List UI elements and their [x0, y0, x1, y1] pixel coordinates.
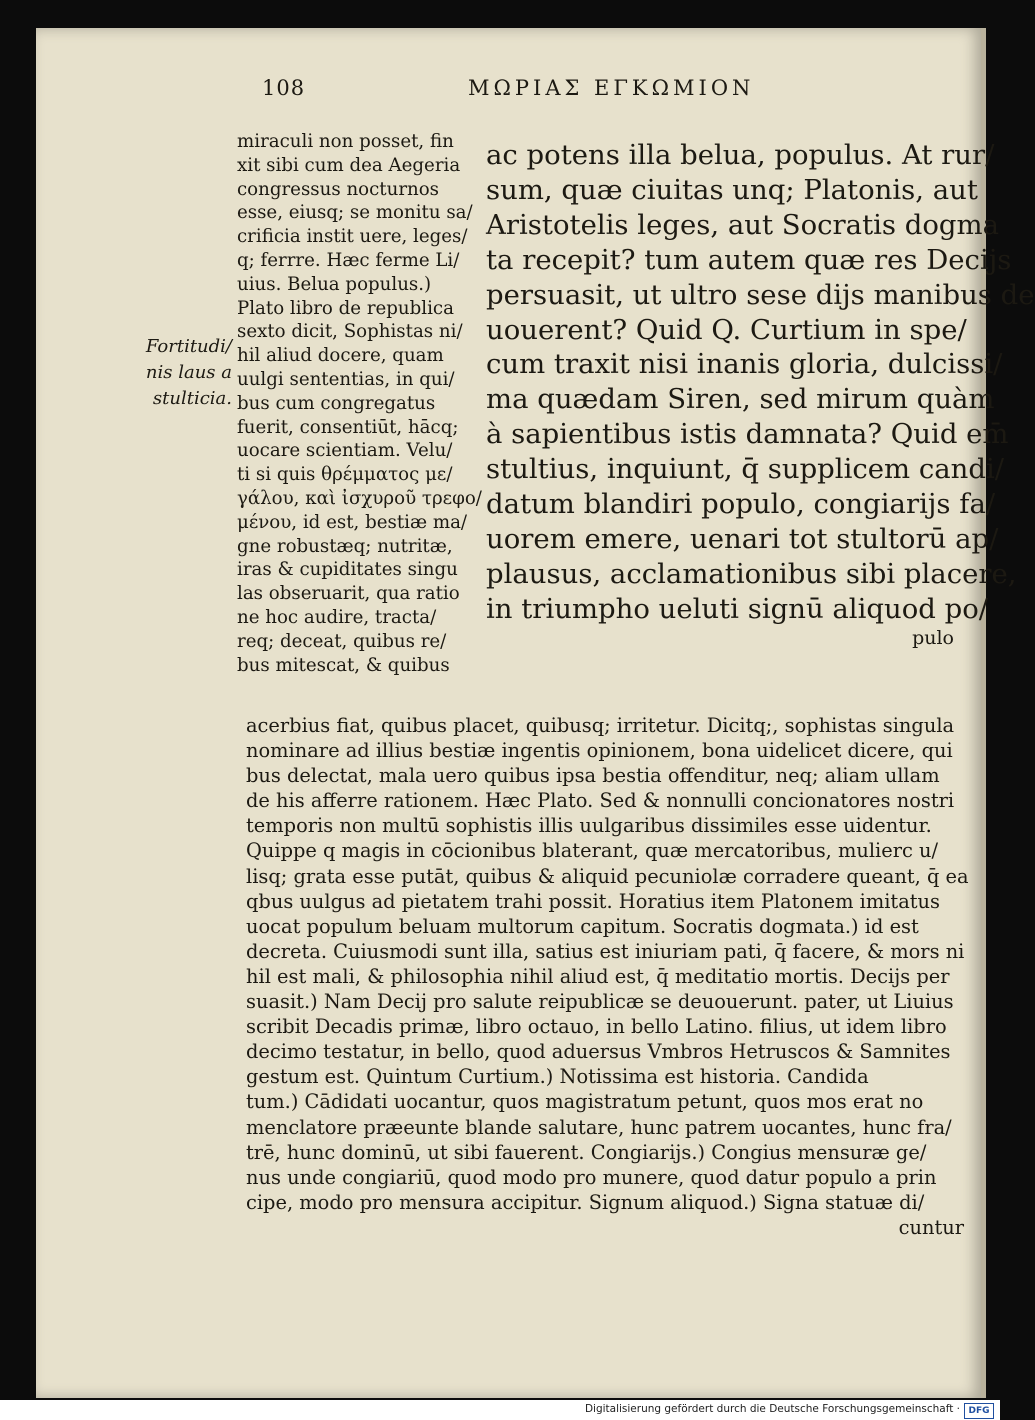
commentary-line: Quippe q magis in cōcionibus blaterant, quæ mercatoribus, mulierc u/: [246, 839, 939, 863]
main-text-line: ac potens illa belua, populus. At rur/: [486, 139, 995, 171]
running-head: ΜΩΡΙΑΣ ΕΓΚΩΜΙΟΝ: [468, 76, 755, 100]
commentary-line: crificia instit uere, leges/: [237, 226, 468, 248]
commentary-narrow-column: [237, 130, 483, 677]
marginal-note-line: stulticia.: [152, 388, 232, 409]
main-text-line: persuasit, ut ultro sese dijs manibus de: [486, 278, 1035, 311]
main-text-line: in triumpho ueluti signū aliquod po/: [486, 592, 989, 625]
commentary-line: de his afferre rationem. Hæc Plato. Sed & nonnulli concionatores nostri: [246, 789, 955, 813]
main-text-line: uorem emere, uenari tot stultorū ap/: [486, 522, 999, 555]
commentary-line: uulgi sententias, in qui/: [237, 368, 455, 390]
commentary-line: cipe, modo pro mensura accipitur. Signum aliquod.) Signa statuæ di/: [246, 1190, 925, 1214]
commentary-line: hil aliud docere, quam: [237, 345, 444, 367]
commentary-full-column: [246, 713, 969, 1240]
commentary-line: iras & cupiditates singu: [237, 559, 458, 581]
main-text-line: ta recepit? tum autem quæ res Decijs: [486, 243, 1012, 276]
marginal-note-line: Fortitudi/: [145, 336, 232, 357]
commentary-line: Plato libro de republica: [237, 297, 454, 319]
commentary-line: ne hoc audire, tracta/: [237, 606, 437, 628]
commentary-line: lisq; grata esse putāt, quibus & aliquid pecuniolæ corradere queant, q̄ ea: [246, 864, 969, 888]
commentary-line: decreta. Cuiusmodi sunt illa, satius est iniuriam pati, q̄ facere, & mors ni: [246, 939, 965, 963]
commentary-line: suasit.) Nam Decij pro salute reipublicæ se deuouerunt. pater, ut Liuius: [246, 990, 954, 1014]
main-text-line: stultius, inquiunt, q̄ supplicem candi/: [486, 453, 1005, 486]
main-text-line: ma quædam Siren, sed mirum quàm: [486, 383, 995, 416]
digitization-footer: [0, 1400, 1000, 1420]
commentary-line: miraculi non posset, fin: [237, 131, 454, 152]
commentary-line: temporis non multū sophistis illis uulgaribus dissimiles esse uidentur.: [246, 814, 932, 838]
marginal-note-line: nis laus a: [145, 362, 232, 383]
commentary-line: μένου, id est, bestiæ ma/: [237, 511, 468, 533]
commentary-line: trē, hunc dominū, ut sibi fauerent. Congiarijs.) Congius mensuræ ge/: [246, 1140, 927, 1164]
commentary-line: γάλου, καὶ ἰσχυροῦ τρεφο/: [237, 487, 482, 509]
main-text-line: uouerent? Quid Q. Curtium in spe/: [486, 313, 967, 346]
commentary-line: gestum est. Quintum Curtium.) Notissima est historia. Candida: [246, 1065, 869, 1089]
commentary-line: bus cum congregatus: [237, 392, 436, 414]
funding-credit: Digitalisierung gefördert durch die Deutsche Forschungsgemeinschaft ·: [584, 1403, 960, 1415]
dfg-logo-icon: DFG: [964, 1403, 994, 1419]
catchword: cuntur: [898, 1215, 964, 1239]
commentary-line: qbus uulgus ad pietatem trahi possit. Horatius item Platonem imitatus: [246, 889, 941, 913]
commentary-line: uocat populum beluam multorum capitum. Socratis dogmata.) id est: [246, 914, 919, 938]
commentary-line: gne robustæq; nutritæ,: [237, 535, 453, 557]
commentary-line: las obseruarit, qua ratio: [237, 583, 460, 605]
commentary-line: bus mitescat, & quibus: [237, 654, 450, 676]
commentary-line: esse, eiusq; se monitu sa/: [237, 202, 473, 224]
page-header: [0, 76, 1000, 116]
main-text-line: Aristotelis leges, aut Socratis dogma: [486, 208, 1000, 241]
commentary-line: uocare scientiam. Velu/: [237, 440, 453, 462]
page-number: 108: [262, 76, 306, 100]
commentary-line: sexto dicit, Sophistas ni/: [237, 321, 463, 343]
commentary-line: hil est mali, & philosophia nihil aliud est, q̄ meditatio mortis. Decijs per: [246, 964, 950, 988]
commentary-line: q; ferrre. Hæc ferme Li/: [237, 249, 460, 271]
commentary-line: nus unde congiariū, quod modo pro munere, quod datur populo a prin: [246, 1165, 937, 1189]
marginal-note: [112, 334, 232, 412]
commentary-line: ti si quis θρέμματος με/: [237, 464, 453, 486]
commentary-line: congressus nocturnos: [237, 178, 440, 200]
commentary-line: acerbius fiat, quibus placet, quibusq; irritetur. Dicitq;, sophistas singula: [246, 714, 955, 737]
commentary-line: uius. Belua populus.): [237, 273, 432, 295]
commentary-line: nominare ad illius bestiæ ingentis opinionem, bona uidelicet dicere, qui: [246, 739, 953, 763]
commentary-line: menclatore præeunte blande salutare, hunc patrem uocantes, hunc fra/: [246, 1115, 952, 1139]
catchword: pulo: [912, 626, 954, 649]
main-text-line: datum blandiri populo, congiarijs fa/: [486, 488, 996, 521]
commentary-line: xit sibi cum dea Aegeria: [237, 154, 461, 176]
commentary-line: tum.) Cādidati uocantur, quos magistratum petunt, quos mos erat no: [246, 1090, 924, 1114]
main-text-line: sum, quæ ciuitas unq; Platonis, aut: [486, 173, 978, 206]
commentary-line: bus delectat, mala uero quibus ipsa bestia offenditur, neq; aliam ullam: [246, 764, 940, 788]
main-text-line: cum traxit nisi inanis gloria, dulcissi/: [486, 348, 1003, 381]
commentary-line: req; deceat, quibus re/: [237, 630, 447, 652]
commentary-line: scribit Decadis primæ, libro octauo, in bello Latino. filius, ut idem libro: [246, 1015, 947, 1039]
commentary-line: decimo testatur, in bello, quod aduersus Vmbros Hetruscos & Samnites: [246, 1040, 951, 1064]
main-text-line: plausus, acclamationibus sibi placere,: [486, 557, 1017, 590]
commentary-line: fuerit, consentiūt, hācq;: [237, 416, 459, 438]
main-text-line: à sapientibus istis damnata? Quid em̄: [486, 418, 1009, 451]
main-text-column: [486, 138, 1035, 649]
